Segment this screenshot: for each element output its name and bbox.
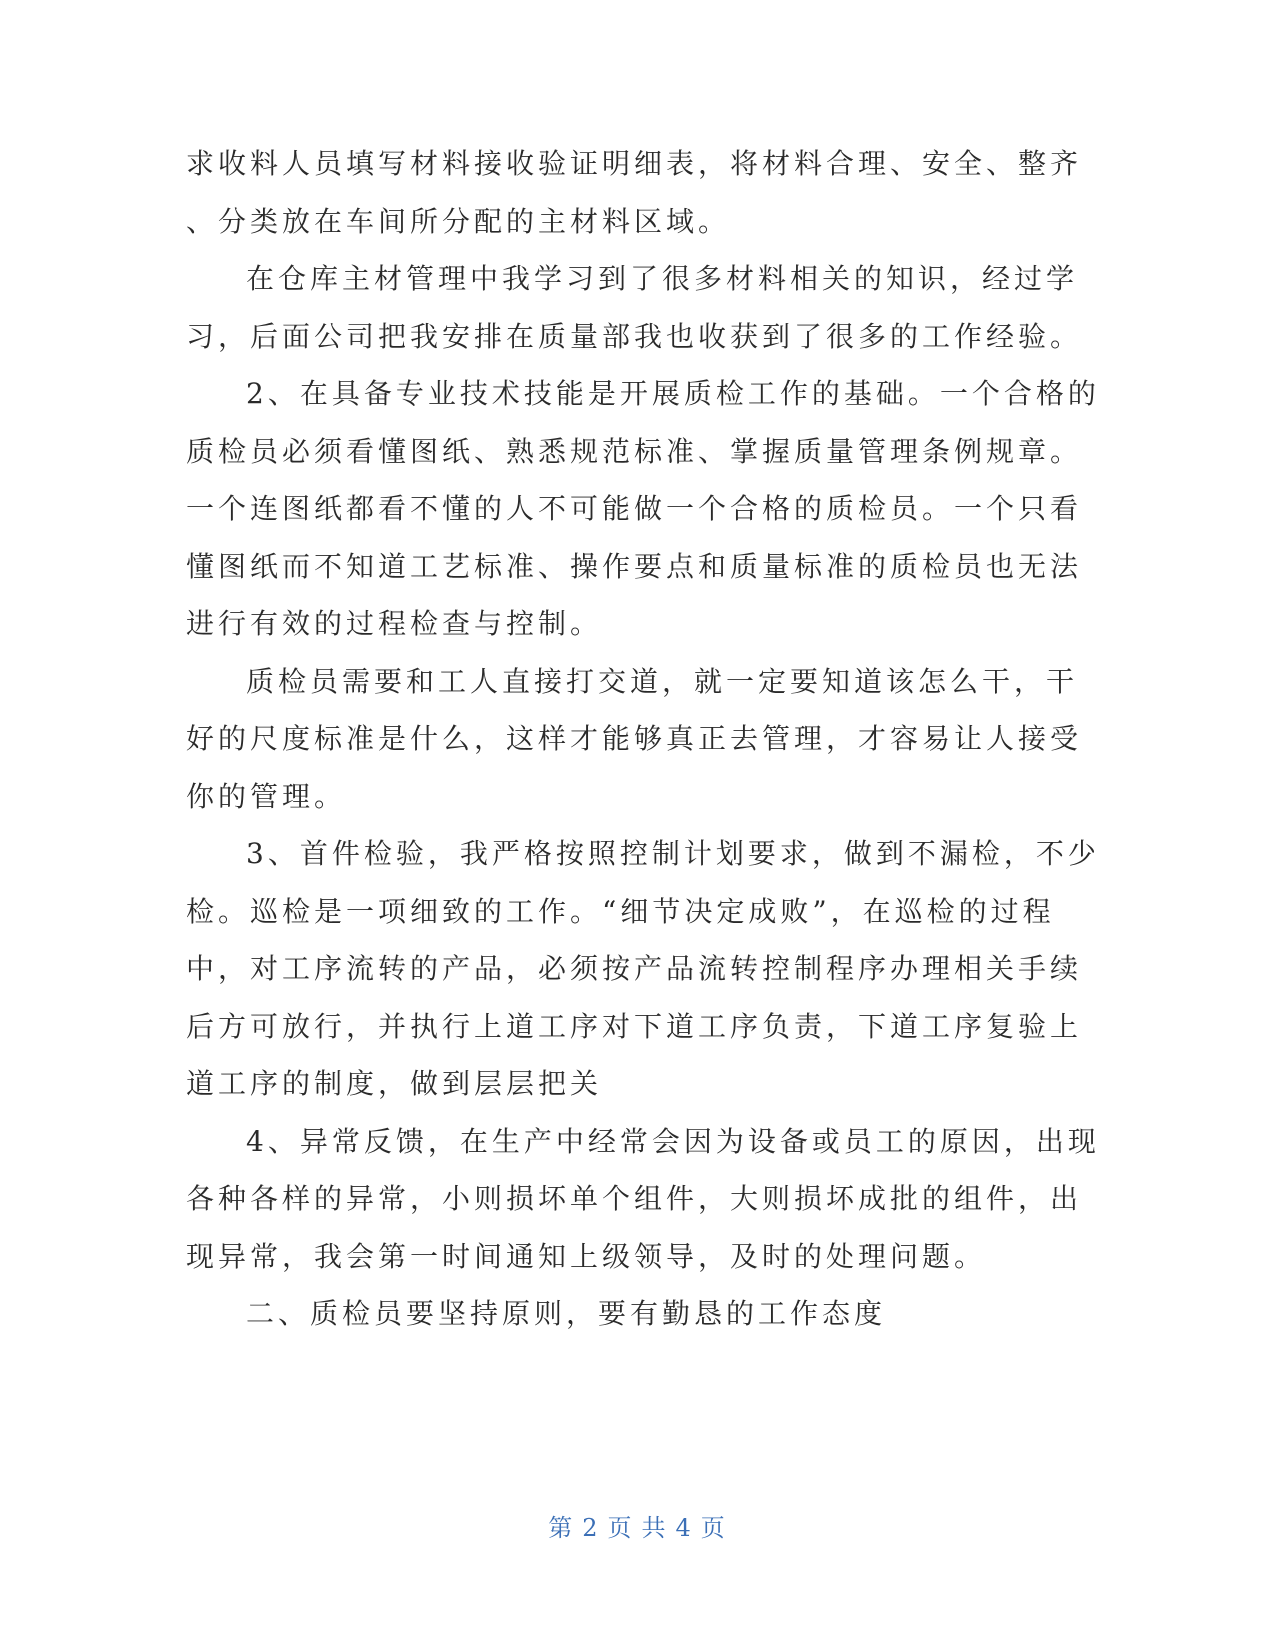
text-line: 4、异常反馈，在生产中经常会因为设备或员工的原因，出现 — [246, 1124, 1100, 1158]
current-page-number: 2 — [582, 1514, 600, 1542]
text-line: 中，对工序流转的产品，必须按产品流转控制程序办理相关手续 — [186, 952, 1083, 985]
text-line: 懂图纸而不知道工艺标准、操作要点和质量标准的质检员也无法 — [186, 549, 1083, 583]
text-line: 各种各样的异常，小则损坏单个组件，大则损坏成批的组件，出 — [186, 1182, 1083, 1215]
text-line: 在仓库主材管理中我学习到了很多材料相关的知识，经过学 — [246, 262, 1079, 295]
text-line: 2、在具备专业技术技能是开展质检工作的基础。一个合格的 — [246, 377, 1100, 410]
footer-suffix: 页 — [700, 1514, 727, 1542]
text-line: 进行有效的过程检查与控制。 — [186, 607, 603, 640]
text-line: 质检员必须看懂图纸、熟悉规范标准、掌握质量管理条例规章。 — [186, 434, 1083, 468]
text-line: 你的管理。 — [186, 779, 347, 813]
text-line: 后方可放行，并执行上道工序对下道工序负责，下道工序复验上 — [186, 1009, 1083, 1043]
total-page-number: 4 — [675, 1514, 693, 1542]
page-footer — [0, 1508, 1275, 1543]
text-line: 、分类放在车间所分配的主材料区域。 — [186, 204, 731, 238]
text-line: 好的尺度标准是什么，这样才能够真正去管理，才容易让人接受 — [186, 722, 1083, 755]
text-line: 3、首件检验，我严格按照控制计划要求，做到不漏检，不少 — [246, 837, 1100, 870]
text-line: 二、质检员要坚持原则，要有勤恳的工作态度 — [246, 1297, 887, 1330]
text-line: 检。巡检是一项细致的工作。“细节决定成败”，在巡检的过程 — [186, 894, 1055, 928]
body-text — [186, 135, 1100, 1343]
text-line: 一个连图纸都看不懂的人不可能做一个合格的质检员。一个只看 — [186, 492, 1083, 525]
text-line: 习，后面公司把我安排在质量部我也收获到了很多的工作经验。 — [186, 319, 1083, 353]
text-line: 现异常，我会第一时间通知上级领导，及时的处理问题。 — [186, 1239, 987, 1273]
text-line: 道工序的制度，做到层层把关 — [186, 1067, 603, 1100]
text-line: 求收料人员填写材料接收验证明细表，将材料合理、安全、整齐 — [186, 147, 1083, 180]
footer-page-word: 页 — [607, 1514, 634, 1542]
footer-total-word: 共 — [641, 1514, 668, 1542]
footer-prefix: 第 — [548, 1514, 575, 1542]
text-line: 质检员需要和工人直接打交道，就一定要知道该怎么干，干 — [246, 664, 1079, 698]
